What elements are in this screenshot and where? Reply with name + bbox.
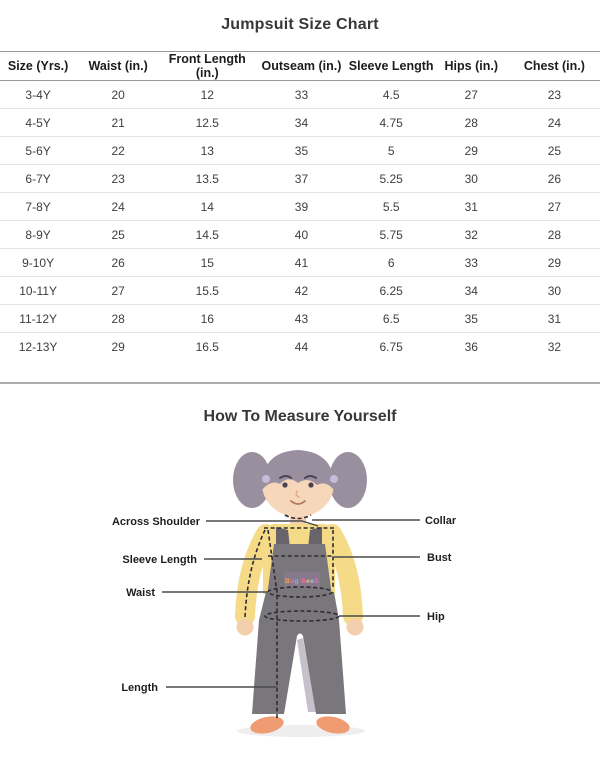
size-cell: 6.5 [349, 305, 434, 333]
size-cell: 33 [434, 249, 509, 277]
size-chart-table [0, 51, 600, 360]
size-cell: 5-6Y [0, 137, 76, 165]
column-header: Sleeve Length [349, 52, 434, 81]
right-hand [347, 619, 364, 636]
size-cell: 27 [509, 193, 600, 221]
size-chart-body [0, 81, 600, 361]
size-cell: 24 [76, 193, 160, 221]
size-row [0, 109, 600, 137]
size-cell: 25 [509, 137, 600, 165]
size-chart-title: Jumpsuit Size Chart [221, 16, 379, 33]
brand-patch-text: Bug BeeS [285, 578, 319, 585]
size-cell: 6.25 [349, 277, 434, 305]
size-cell: 10-11Y [0, 277, 76, 305]
size-cell: 9-10Y [0, 249, 76, 277]
size-cell: 23 [547, 87, 562, 102]
size-cell: 5.75 [349, 221, 434, 249]
size-row [0, 193, 600, 221]
size-row [0, 137, 600, 165]
size-cell: 14.5 [160, 221, 254, 249]
size-cell: 30 [434, 165, 509, 193]
bust-label: Bust [427, 552, 452, 564]
size-cell: 37 [254, 165, 348, 193]
size-cell: 13 [160, 137, 254, 165]
size-cell: 39 [254, 193, 348, 221]
size-cell: 3-4Y [25, 87, 51, 102]
size-cell: 44 [254, 333, 348, 361]
size-cell: 35 [434, 305, 509, 333]
measure-guide-illustration [0, 438, 600, 768]
sleeve-length-label: Sleeve Length [122, 554, 197, 566]
size-cell: 16 [160, 305, 254, 333]
size-cell: 41 [254, 249, 348, 277]
column-header: Outseam (in.) [254, 52, 348, 81]
size-cell: 29 [434, 137, 509, 165]
section-divider [0, 382, 600, 384]
size-cell: 21 [76, 109, 160, 137]
size-cell: 12 [200, 87, 214, 102]
size-cell: 30 [509, 277, 600, 305]
waist-label: Waist [126, 587, 155, 599]
size-cell: 6.75 [349, 333, 434, 361]
size-cell: 34 [254, 109, 348, 137]
size-cell: 29 [76, 333, 160, 361]
size-cell: 11-12Y [0, 305, 76, 333]
size-cell: 26 [509, 165, 600, 193]
size-row [0, 165, 600, 193]
size-cell: 42 [254, 277, 348, 305]
size-row [0, 333, 600, 361]
size-cell: 12.5 [160, 109, 254, 137]
size-cell: 13.5 [160, 165, 254, 193]
size-cell: 24 [509, 109, 600, 137]
across-shoulder-label: Across Shoulder [111, 516, 200, 528]
size-cell: 26 [76, 249, 160, 277]
column-header: Size (Yrs.) [0, 52, 76, 81]
size-cell: 34 [434, 277, 509, 305]
column-header: Hips (in.) [434, 52, 509, 81]
size-cell: 32 [434, 221, 509, 249]
size-cell: 29 [509, 249, 600, 277]
column-header: Front Length (in.) [160, 52, 254, 81]
size-cell: 36 [434, 333, 509, 361]
size-cell: 31 [434, 193, 509, 221]
size-cell: 7-8Y [0, 193, 76, 221]
measure-guide-title: How To Measure Yourself [203, 408, 397, 425]
right-eye [308, 482, 313, 487]
size-cell: 12-13Y [0, 333, 76, 361]
size-row [0, 305, 600, 333]
size-cell: 27 [464, 87, 478, 102]
size-row [0, 81, 600, 109]
size-chart-header [0, 52, 600, 81]
size-row [0, 221, 600, 249]
size-cell: 16.5 [160, 333, 254, 361]
size-cell: 28 [509, 221, 600, 249]
size-cell: 6 [349, 249, 434, 277]
header-row [0, 52, 600, 81]
left-hair-tie [262, 475, 270, 483]
size-cell: 15.5 [160, 277, 254, 305]
size-cell: 28 [434, 109, 509, 137]
size-cell: 5.5 [349, 193, 434, 221]
length-label: Length [121, 682, 158, 694]
size-cell: 25 [76, 221, 160, 249]
size-cell: 40 [254, 221, 348, 249]
size-cell: 32 [509, 333, 600, 361]
size-cell: 27 [76, 277, 160, 305]
column-header: Waist (in.) [76, 52, 160, 81]
size-cell: 5.25 [349, 165, 434, 193]
size-cell: 4-5Y [0, 109, 76, 137]
size-cell: 28 [76, 305, 160, 333]
size-row [0, 249, 600, 277]
size-cell: 22 [76, 137, 160, 165]
size-cell: 8-9Y [0, 221, 76, 249]
left-eye [282, 482, 287, 487]
size-cell: 31 [509, 305, 600, 333]
girl-figure [233, 450, 367, 736]
size-cell: 20 [111, 87, 125, 102]
size-cell: 14 [160, 193, 254, 221]
left-arm [245, 534, 266, 616]
size-row [0, 277, 600, 305]
size-cell: 35 [254, 137, 348, 165]
collar-label: Collar [425, 515, 457, 527]
size-cell: 4.5 [382, 87, 400, 102]
left-hand [237, 619, 254, 636]
size-cell: 23 [76, 165, 160, 193]
size-cell: 4.75 [349, 109, 434, 137]
column-header: Chest (in.) [509, 52, 600, 81]
size-cell: 33 [294, 87, 309, 102]
size-cell: 6-7Y [0, 165, 76, 193]
size-cell: 15 [160, 249, 254, 277]
hip-label: Hip [427, 611, 445, 623]
right-hair-tie [330, 475, 338, 483]
size-cell: 43 [254, 305, 348, 333]
size-cell: 5 [349, 137, 434, 165]
